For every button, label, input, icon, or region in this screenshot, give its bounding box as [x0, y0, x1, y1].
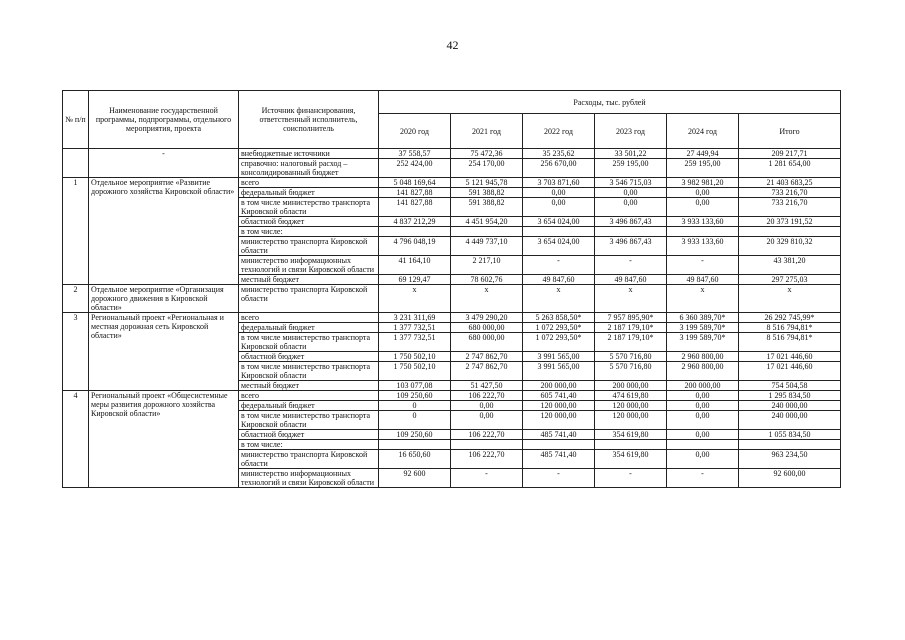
row-value: 120 000,00 [523, 411, 595, 430]
row-value: 3 199 589,70* [667, 333, 739, 352]
row-value: 0,00 [451, 401, 523, 411]
table-row [63, 313, 841, 323]
row-total: 1 055 834,50 [739, 430, 841, 440]
header-year: 2024 год [667, 114, 739, 149]
header-num: № п/п [63, 91, 89, 149]
header-expenses: Расходы, тыс. рублей [379, 91, 841, 114]
row-value: 41 164,10 [379, 256, 451, 275]
row-source: министерство информационных технологий и связи Кировской области [239, 469, 379, 488]
row-source: областной бюджет [239, 217, 379, 227]
row-value: 69 129,47 [379, 275, 451, 285]
row-value: 259 195,00 [595, 159, 667, 178]
row-total: 17 021 446,60 [739, 362, 841, 381]
row-total: 21 403 683,25 [739, 178, 841, 188]
row-value: 1 072 293,50* [523, 323, 595, 333]
row-value: - [595, 469, 667, 488]
row-value: 591 388,82 [451, 188, 523, 198]
row-value: 2 217,10 [451, 256, 523, 275]
row-total: 20 373 191,52 [739, 217, 841, 227]
row-total: 754 504,58 [739, 381, 841, 391]
row-value: 0 [379, 411, 451, 430]
row-total: 963 234,50 [739, 450, 841, 469]
row-value: 7 957 895,90* [595, 313, 667, 323]
row-value: - [523, 256, 595, 275]
row-value: 0,00 [667, 411, 739, 430]
row-value [451, 227, 523, 237]
row-value: 680 000,00 [451, 323, 523, 333]
row-source: местный бюджет [239, 381, 379, 391]
row-value: 92 600 [379, 469, 451, 488]
row-number: 3 [63, 313, 89, 391]
header-total: Итого [739, 114, 841, 149]
row-total: 1 281 654,00 [739, 159, 841, 178]
row-value: 200 000,00 [523, 381, 595, 391]
expenses-table [62, 90, 841, 488]
row-value: x [379, 285, 451, 313]
row-value: 109 250,60 [379, 391, 451, 401]
row-value [523, 440, 595, 450]
row-value: 4 451 954,20 [451, 217, 523, 227]
row-value: - [595, 256, 667, 275]
row-source: в том числе: [239, 227, 379, 237]
page-number: 42 [446, 38, 459, 52]
row-value [595, 440, 667, 450]
header-year: 2020 год [379, 114, 451, 149]
row-value: 106 222,70 [451, 450, 523, 469]
row-value: 120 000,00 [523, 401, 595, 411]
row-total: 20 329 810,32 [739, 237, 841, 256]
row-total: 8 516 794,81* [739, 333, 841, 352]
row-value: 0,00 [595, 198, 667, 217]
row-value: 78 602,76 [451, 275, 523, 285]
row-value: 3 479 290,20 [451, 313, 523, 323]
row-value: - [451, 469, 523, 488]
row-value: 605 741,40 [523, 391, 595, 401]
row-value: 37 558,57 [379, 149, 451, 159]
row-total: 26 292 745,99* [739, 313, 841, 323]
row-source: местный бюджет [239, 275, 379, 285]
row-value: 3 991 565,00 [523, 362, 595, 381]
row-value: 2 960 800,00 [667, 352, 739, 362]
row-value: 2 960 800,00 [667, 362, 739, 381]
row-value: 0,00 [595, 188, 667, 198]
row-value: 252 424,00 [379, 159, 451, 178]
row-value: 35 235,62 [523, 149, 595, 159]
header-year: 2022 год [523, 114, 595, 149]
row-value: 33 501,22 [595, 149, 667, 159]
row-total: 209 217,71 [739, 149, 841, 159]
row-source: в том числе министерство транспорта Кировской области [239, 198, 379, 217]
row-source: в том числе министерство транспорта Кировской области [239, 362, 379, 381]
row-source: министерство транспорта Кировской области [239, 285, 379, 313]
row-value: 106 222,70 [451, 391, 523, 401]
row-value: 680 000,00 [451, 333, 523, 352]
row-value: 3 654 024,00 [523, 217, 595, 227]
row-value [523, 227, 595, 237]
row-value: 591 388,82 [451, 198, 523, 217]
table-body [63, 149, 841, 488]
row-value: 2 187 179,10* [595, 323, 667, 333]
row-total [739, 440, 841, 450]
row-value [379, 227, 451, 237]
row-value: 27 449,94 [667, 149, 739, 159]
row-value: 259 195,00 [667, 159, 739, 178]
row-name: Региональный проект «Региональная и местная дорожная сеть Кировской области» [89, 313, 239, 391]
row-value: 0,00 [523, 188, 595, 198]
row-name: Региональный проект «Общесистемные меры развития дорожного хозяйства Кировской области» [89, 391, 239, 488]
row-source: всего [239, 313, 379, 323]
row-value: 0,00 [667, 198, 739, 217]
row-value: 6 360 389,70* [667, 313, 739, 323]
row-source: всего [239, 178, 379, 188]
row-value: 485 741,40 [523, 450, 595, 469]
row-value: 106 222,70 [451, 430, 523, 440]
row-value: 2 747 862,70 [451, 352, 523, 362]
row-source: областной бюджет [239, 430, 379, 440]
row-value: 49 847,60 [595, 275, 667, 285]
table-row [63, 149, 841, 159]
row-source: всего [239, 391, 379, 401]
row-value: 1 072 293,50* [523, 333, 595, 352]
row-source: справочно: налоговый расход – консолидированный бюджет [239, 159, 379, 178]
row-total: x [739, 285, 841, 313]
row-value: 3 991 565,00 [523, 352, 595, 362]
row-value: 3 546 715,03 [595, 178, 667, 188]
row-value: - [667, 256, 739, 275]
row-value: 254 170,00 [451, 159, 523, 178]
row-value [667, 440, 739, 450]
row-number: 1 [63, 178, 89, 285]
row-total: 1 295 834,50 [739, 391, 841, 401]
row-value: 75 472,36 [451, 149, 523, 159]
row-value: 49 847,60 [523, 275, 595, 285]
row-value: - [667, 469, 739, 488]
header-name: Наименование государственной программы, подпрограммы, отдельного мероприятия, проекта [89, 91, 239, 149]
row-name: Отдельное мероприятие «Организация дорожного движения в Кировской области» [89, 285, 239, 313]
row-value: 256 670,00 [523, 159, 595, 178]
row-value: 200 000,00 [595, 381, 667, 391]
row-value: 0,00 [667, 401, 739, 411]
row-value: 2 187 179,10* [595, 333, 667, 352]
row-source: федеральный бюджет [239, 188, 379, 198]
row-value: 1 750 502,10 [379, 362, 451, 381]
row-value: 354 619,80 [595, 450, 667, 469]
row-source: министерство транспорта Кировской области [239, 450, 379, 469]
row-value: 354 619,80 [595, 430, 667, 440]
row-total: 92 600,00 [739, 469, 841, 488]
row-value: x [451, 285, 523, 313]
row-value: 474 619,80 [595, 391, 667, 401]
row-value: 49 847,60 [667, 275, 739, 285]
row-value: 103 077,08 [379, 381, 451, 391]
row-total: 8 516 794,81* [739, 323, 841, 333]
row-value: 5 121 945,78 [451, 178, 523, 188]
row-value: 0,00 [667, 391, 739, 401]
row-total [739, 227, 841, 237]
row-value: 3 982 981,20 [667, 178, 739, 188]
row-value: 3 496 867,43 [595, 237, 667, 256]
row-value: 1 750 502,10 [379, 352, 451, 362]
row-total: 297 275,03 [739, 275, 841, 285]
row-source: областной бюджет [239, 352, 379, 362]
row-value [667, 227, 739, 237]
table-row [63, 178, 841, 188]
row-value: - [523, 469, 595, 488]
row-value: 5 570 716,80 [595, 362, 667, 381]
row-value: 0,00 [451, 411, 523, 430]
row-source: федеральный бюджет [239, 323, 379, 333]
row-value: 4 796 048,19 [379, 237, 451, 256]
row-value [379, 440, 451, 450]
row-value: 51 427,50 [451, 381, 523, 391]
row-number: 4 [63, 391, 89, 488]
row-value: 0,00 [667, 430, 739, 440]
row-value: 109 250,60 [379, 430, 451, 440]
row-name: Отдельное мероприятие «Развитие дорожного хозяйства Кировской области» [89, 178, 239, 285]
row-value: 3 654 024,00 [523, 237, 595, 256]
row-value: 2 747 862,70 [451, 362, 523, 381]
row-total: 733 216,70 [739, 198, 841, 217]
row-name: - [89, 149, 239, 178]
row-value: 0,00 [667, 188, 739, 198]
row-number: 2 [63, 285, 89, 313]
row-source: внебюджетные источники [239, 149, 379, 159]
row-value: 0,00 [667, 450, 739, 469]
row-value: 3 231 311,69 [379, 313, 451, 323]
header-source: Источник финансирования, ответственный исполнитель, соисполнитель [239, 91, 379, 149]
row-value [451, 440, 523, 450]
row-value: x [667, 285, 739, 313]
row-value: 16 650,60 [379, 450, 451, 469]
row-value: 3 496 867,43 [595, 217, 667, 227]
row-total: 43 381,20 [739, 256, 841, 275]
row-value: 200 000,00 [667, 381, 739, 391]
header-year: 2021 год [451, 114, 523, 149]
row-value: x [523, 285, 595, 313]
row-value [595, 227, 667, 237]
row-value: 3 933 133,60 [667, 237, 739, 256]
row-total: 240 000,00 [739, 401, 841, 411]
row-value: 485 741,40 [523, 430, 595, 440]
header-year: 2023 год [595, 114, 667, 149]
header-row [63, 91, 841, 114]
row-value: 1 377 732,51 [379, 333, 451, 352]
row-value: 5 263 858,50* [523, 313, 595, 323]
row-source: в том числе: [239, 440, 379, 450]
row-value: x [595, 285, 667, 313]
row-value: 4 837 212,29 [379, 217, 451, 227]
row-source: в том числе министерство транспорта Кировской области [239, 333, 379, 352]
row-value: 0 [379, 401, 451, 411]
table-row [63, 285, 841, 313]
row-total: 733 216,70 [739, 188, 841, 198]
row-value: 141 827,88 [379, 198, 451, 217]
row-value: 3 933 133,60 [667, 217, 739, 227]
row-source: федеральный бюджет [239, 401, 379, 411]
row-value: 141 827,88 [379, 188, 451, 198]
row-value: 120 000,00 [595, 411, 667, 430]
table-row [63, 391, 841, 401]
row-value: 5 570 716,80 [595, 352, 667, 362]
row-value: 120 000,00 [595, 401, 667, 411]
row-value: 3 703 871,60 [523, 178, 595, 188]
row-total: 240 000,00 [739, 411, 841, 430]
row-value: 5 048 169,64 [379, 178, 451, 188]
row-value: 3 199 589,70* [667, 323, 739, 333]
row-source: министерство информационных технологий и связи Кировской области [239, 256, 379, 275]
row-value: 4 449 737,10 [451, 237, 523, 256]
row-total: 17 021 446,60 [739, 352, 841, 362]
row-value: 0,00 [523, 198, 595, 217]
row-number [63, 149, 89, 178]
row-value: 1 377 732,51 [379, 323, 451, 333]
row-source: министерство транспорта Кировской области [239, 237, 379, 256]
row-source: в том числе министерство транспорта Кировской области [239, 411, 379, 430]
